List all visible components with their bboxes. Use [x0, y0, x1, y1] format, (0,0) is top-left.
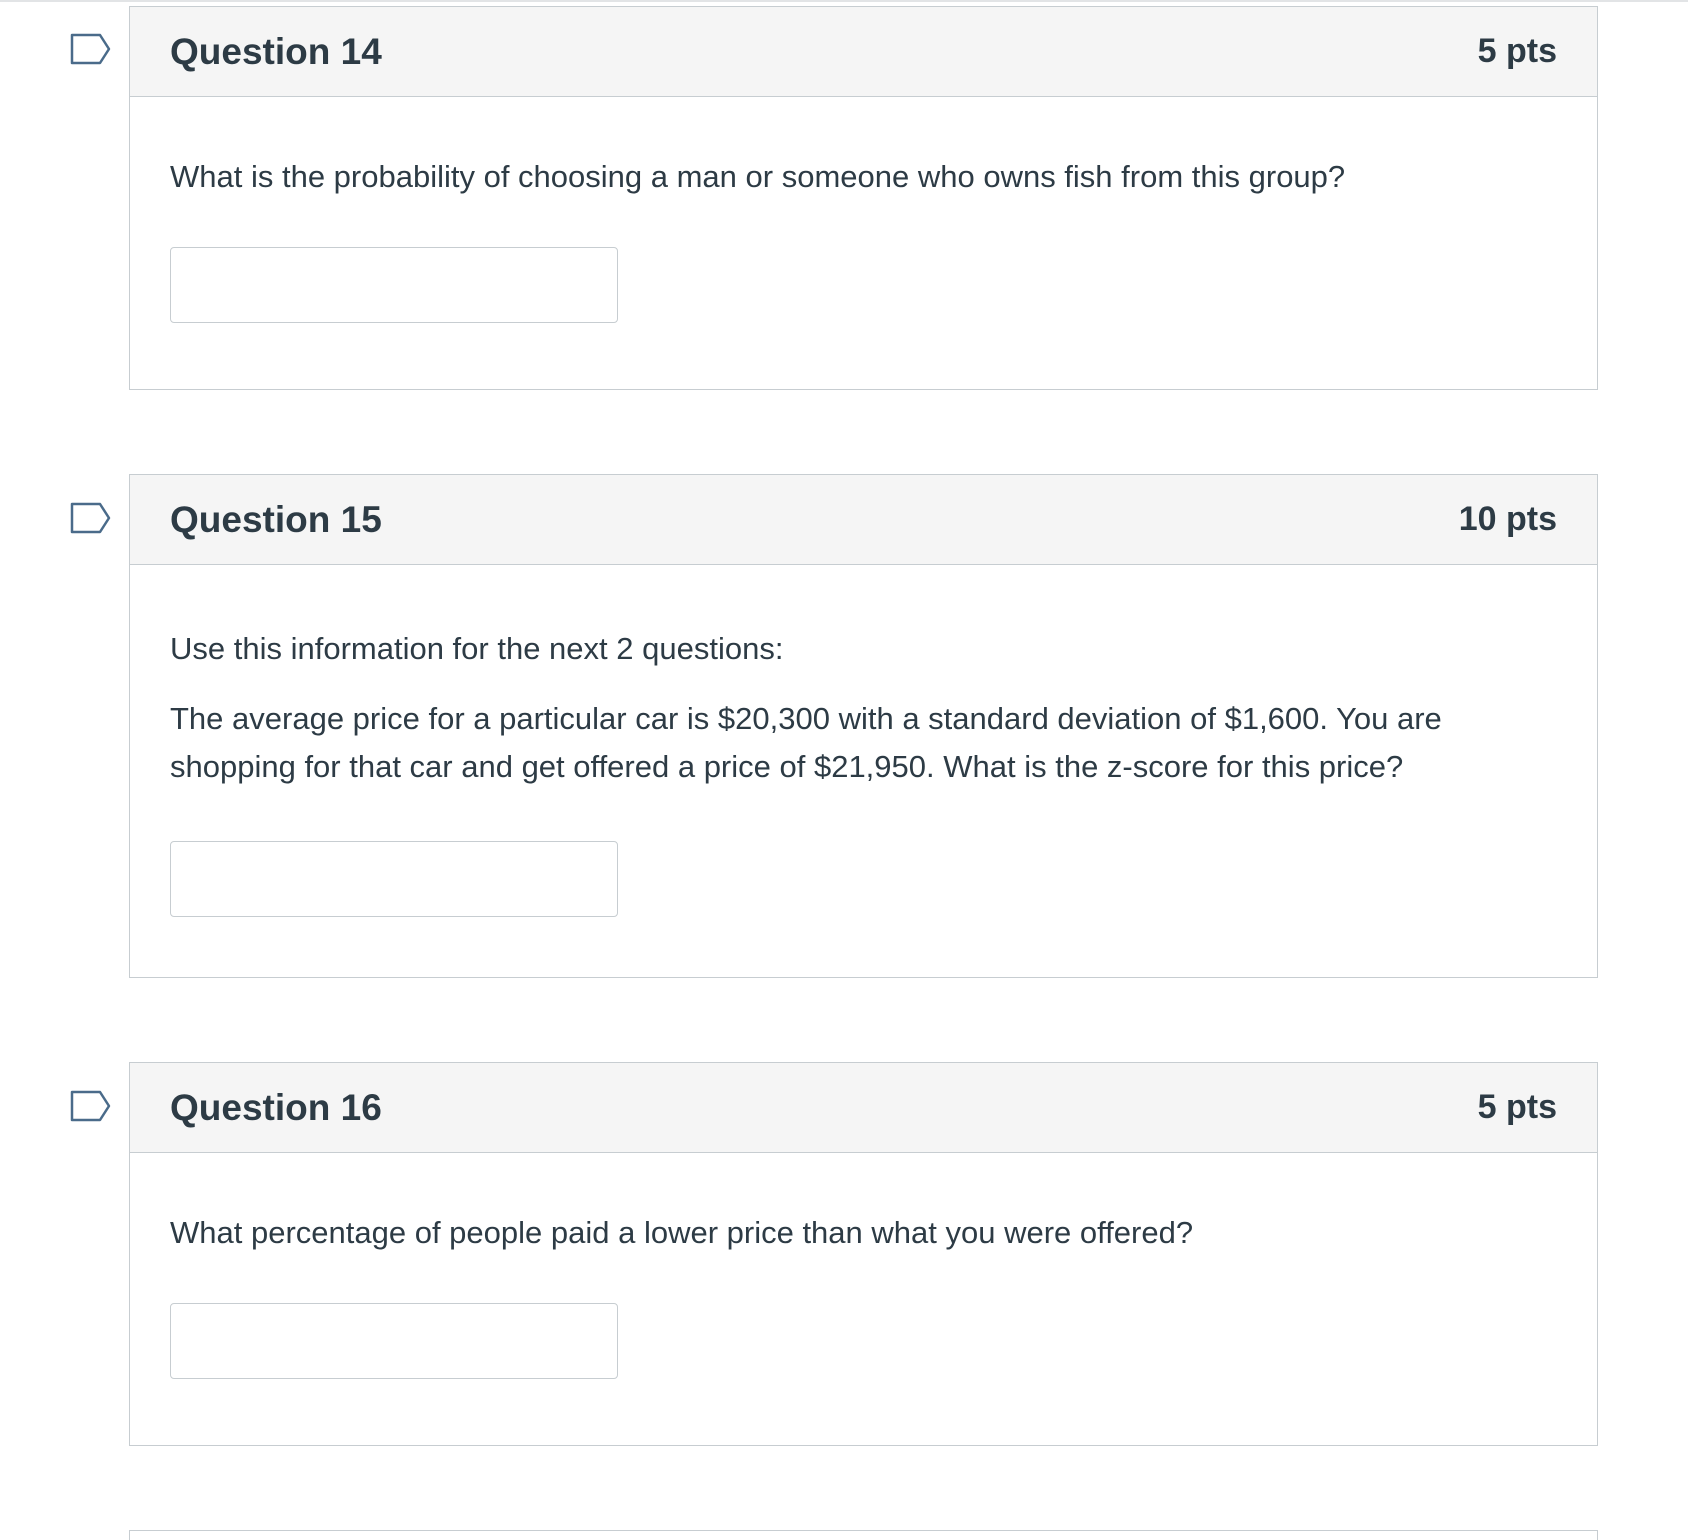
- question-points: 5 pts: [1477, 1088, 1557, 1126]
- question-header: [130, 7, 1597, 97]
- question-title: Question 14: [170, 30, 382, 72]
- question-card: [129, 474, 1598, 978]
- question-points: 10 pts: [1458, 500, 1557, 538]
- top-divider: [0, 0, 1688, 2]
- flag-question-14-button[interactable]: [70, 33, 112, 65]
- question-title: Question 16: [170, 1086, 382, 1128]
- answer-input[interactable]: [170, 247, 618, 323]
- next-question-card-edge: [129, 1530, 1598, 1540]
- question-header: [130, 475, 1597, 565]
- flag-icon: [70, 33, 112, 65]
- flag-icon: [70, 1090, 112, 1122]
- question-card: [129, 1062, 1598, 1446]
- question-body: [130, 153, 1597, 323]
- question-points: 5 pts: [1477, 32, 1557, 70]
- answer-input[interactable]: [170, 841, 618, 917]
- question-text: What percentage of people paid a lower price than what you were offered?: [170, 1215, 1194, 1250]
- question-text: The average price for a particular car is $20,300 with a standard deviation of $1,600. You are shopping for that car and get offered a price of $21,950. What is the z-score for this price?: [170, 701, 1442, 784]
- question-body: [130, 625, 1597, 917]
- flag-icon: [70, 502, 112, 534]
- flag-question-16-button[interactable]: [70, 1090, 112, 1122]
- question-header: [130, 1063, 1597, 1153]
- question-card: [129, 6, 1598, 390]
- question-body: [130, 1209, 1597, 1379]
- question-title: Question 15: [170, 498, 382, 540]
- flag-question-15-button[interactable]: [70, 502, 112, 534]
- answer-input[interactable]: [170, 1303, 618, 1379]
- question-text: What is the probability of choosing a man or someone who owns fish from this group?: [170, 159, 1346, 194]
- question-intro: Use this information for the next 2 questions:: [170, 631, 784, 666]
